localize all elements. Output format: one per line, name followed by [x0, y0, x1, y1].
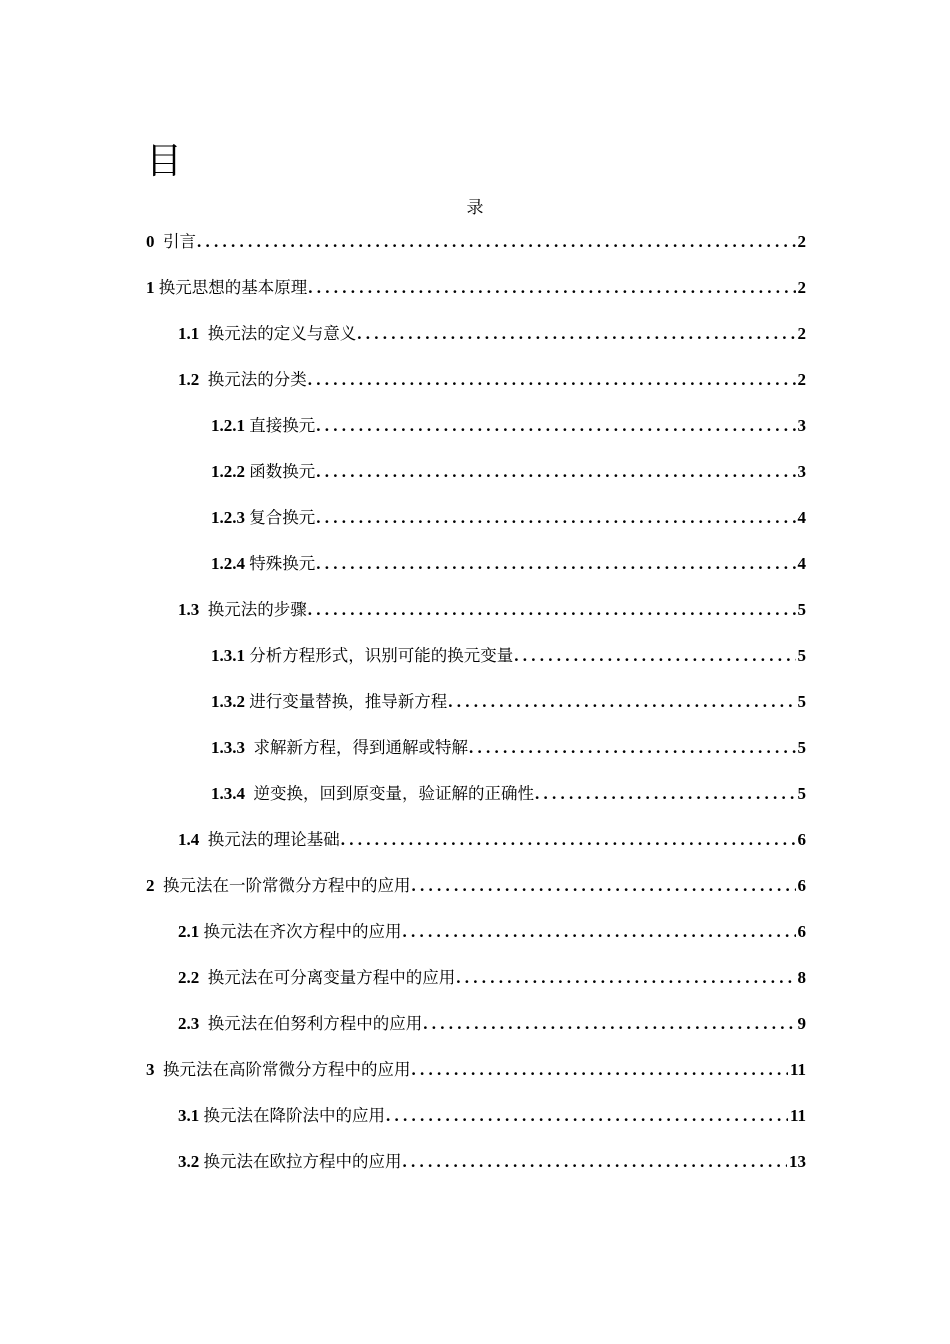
toc-dot-leader — [514, 646, 795, 666]
toc-entry-page: 4 — [797, 554, 806, 573]
toc-entry-page: 9 — [797, 1014, 806, 1033]
toc-entry-label — [211, 688, 447, 712]
toc-entry-number: 1.2.4 — [211, 554, 245, 573]
toc-entry-text: 引言 — [163, 232, 196, 251]
toc-entry-label — [178, 320, 356, 344]
toc-dot-leader — [308, 278, 795, 298]
toc-entry-number: 1.3.4 — [211, 784, 245, 803]
toc-entry[interactable] — [146, 872, 806, 904]
toc-dot-leader — [197, 232, 796, 252]
toc-entry-page: 5 — [797, 738, 806, 757]
toc-entry-page: 2 — [797, 278, 806, 297]
toc-dot-leader — [386, 1106, 788, 1126]
toc-entry-label — [146, 228, 196, 252]
toc-entry-label — [211, 780, 534, 804]
toc-dot-leader — [308, 370, 796, 390]
toc-entry-text: 换元法在齐次方程中的应用 — [203, 922, 402, 941]
toc-entry-page: 13 — [789, 1152, 806, 1171]
toc-entry[interactable] — [178, 1010, 806, 1042]
toc-dot-leader — [308, 600, 796, 620]
toc-entry-label — [178, 964, 455, 988]
toc-entry-number: 1.2.3 — [211, 508, 245, 527]
toc-entry[interactable] — [146, 228, 806, 260]
toc-entry-label — [211, 642, 513, 666]
toc-entry-page: 5 — [797, 692, 806, 711]
toc-entry-page: 5 — [797, 646, 806, 665]
toc-entry-number: 2.3 — [178, 1014, 200, 1033]
toc-entry-text: 换元法的步骤 — [207, 600, 307, 619]
toc-entry[interactable] — [211, 688, 806, 720]
toc-entry-page: 2 — [797, 370, 806, 389]
toc-entry-label — [146, 872, 411, 896]
toc-entry-text: 直接换元 — [249, 416, 316, 435]
toc-dot-leader — [341, 830, 796, 850]
toc-entry-text: 换元法在降阶法中的应用 — [203, 1106, 385, 1125]
toc-entry-number: 1.4 — [178, 830, 200, 849]
toc-entry[interactable] — [178, 1102, 806, 1134]
toc-entry-text: 分析方程形式，识别可能的换元变量 — [249, 646, 514, 665]
toc-dot-leader — [456, 968, 795, 988]
toc-entry-number: 3.2 — [178, 1152, 200, 1171]
toc-entry-text: 函数换元 — [249, 462, 316, 481]
toc-entry-text: 换元思想的基本原理 — [158, 278, 308, 297]
toc-entry-number: 2.1 — [178, 922, 200, 941]
toc-entry-page: 4 — [797, 508, 806, 527]
toc-entry-page: 6 — [797, 830, 806, 849]
toc-entry-text: 换元法在伯努利方程中的应用 — [207, 1014, 423, 1033]
toc-entry-label — [211, 412, 315, 436]
toc-entry[interactable] — [178, 826, 806, 858]
toc-dot-leader — [412, 876, 796, 896]
toc-entry-text: 复合换元 — [249, 508, 316, 527]
toc-dot-leader — [448, 692, 795, 712]
toc-entry-page: 11 — [789, 1106, 806, 1125]
toc-entry[interactable] — [146, 274, 806, 306]
toc-entry-page: 2 — [797, 232, 806, 251]
toc-entry-label — [211, 504, 315, 528]
toc-entry[interactable] — [211, 412, 806, 444]
toc-entry[interactable] — [178, 596, 806, 628]
toc-dot-leader — [316, 554, 795, 574]
toc-entry-label — [178, 1010, 422, 1034]
toc-entry-text: 换元法在一阶常微分方程中的应用 — [163, 876, 411, 895]
toc-entry-page: 3 — [797, 462, 806, 481]
toc-entry-text: 换元法在可分离变量方程中的应用 — [207, 968, 456, 987]
toc-entry-number: 0 — [146, 232, 155, 251]
toc-entry-label — [146, 274, 307, 298]
toc-dot-leader — [357, 324, 795, 344]
toc-entry[interactable] — [178, 320, 806, 352]
toc-entry-number: 1.3.2 — [211, 692, 245, 711]
toc-entry-number: 1.3.1 — [211, 646, 245, 665]
toc-entry[interactable] — [211, 780, 806, 812]
toc-entry-number: 3 — [146, 1060, 155, 1079]
toc-entry-number: 1.3.3 — [211, 738, 245, 757]
toc-entry-number: 1.2.2 — [211, 462, 245, 481]
toc-dot-leader — [412, 1060, 788, 1080]
toc-entry-page: 3 — [797, 416, 806, 435]
toc-entry-page: 8 — [797, 968, 806, 987]
toc-dot-leader — [423, 1014, 795, 1034]
toc-entry-text: 逆变换，回到原变量，验证解的正确性 — [253, 784, 534, 803]
toc-entry-number: 1 — [146, 278, 155, 297]
toc-entry-label — [146, 1056, 411, 1080]
toc-entry-text: 换元法在高阶常微分方程中的应用 — [163, 1060, 411, 1079]
toc-entry[interactable] — [211, 550, 806, 582]
toc-dot-leader — [403, 1152, 788, 1172]
toc-entry-number: 2.2 — [178, 968, 200, 987]
toc-entry-text: 换元法在欧拉方程中的应用 — [203, 1152, 402, 1171]
toc-entry-number: 1.2 — [178, 370, 200, 389]
toc-entry-page: 11 — [789, 1060, 806, 1079]
toc-entry[interactable] — [211, 642, 806, 674]
toc-entry-page: 5 — [797, 784, 806, 803]
toc-entry-number: 1.3 — [178, 600, 200, 619]
toc-entry-label — [211, 734, 468, 758]
toc-dot-leader — [316, 508, 795, 528]
toc-entry-page: 6 — [797, 922, 806, 941]
toc-title-first-char: 目 — [146, 141, 183, 182]
toc-entry-text: 换元法的分类 — [207, 370, 307, 389]
toc-entry[interactable] — [211, 734, 806, 766]
toc-entry-page: 5 — [797, 600, 806, 619]
toc-dot-leader — [403, 922, 796, 942]
toc-entry-text: 求解新方程，得到通解或特解 — [253, 738, 468, 757]
toc-entry-number: 1.2.1 — [211, 416, 245, 435]
toc-entry[interactable] — [178, 1148, 806, 1180]
toc-entry[interactable] — [146, 1056, 806, 1088]
toc-entry-number: 2 — [146, 876, 155, 895]
toc-entry-label — [178, 1102, 385, 1126]
toc-dot-leader — [535, 784, 796, 804]
toc-dot-leader — [469, 738, 796, 758]
toc-entry-text: 进行变量替换，推导新方程 — [249, 692, 448, 711]
toc-entry-number: 1.1 — [178, 324, 200, 343]
toc-entry-label — [178, 596, 307, 620]
toc-entry-text: 特殊换元 — [249, 554, 316, 573]
toc-entry-text: 换元法的定义与意义 — [207, 324, 357, 343]
toc-entry-page: 6 — [797, 876, 806, 895]
toc-entry[interactable] — [211, 458, 806, 490]
toc-entry[interactable] — [178, 918, 806, 950]
toc-entry-text: 换元法的理论基础 — [207, 830, 340, 849]
toc-entry-label — [211, 550, 315, 574]
toc-entry-label — [178, 366, 307, 390]
toc-entry[interactable] — [178, 366, 806, 398]
toc-dot-leader — [316, 416, 795, 436]
toc-entry[interactable] — [211, 504, 806, 536]
toc-entry-label — [178, 1148, 402, 1172]
toc-entry-label — [178, 826, 340, 850]
toc-entry-label — [178, 918, 402, 942]
toc-dot-leader — [316, 462, 795, 482]
toc-entry-number: 3.1 — [178, 1106, 200, 1125]
toc-entry-page: 2 — [797, 324, 806, 343]
toc-title-second-char: 录 — [466, 198, 484, 218]
toc-entry[interactable] — [178, 964, 806, 996]
toc-entry-label — [211, 458, 315, 482]
